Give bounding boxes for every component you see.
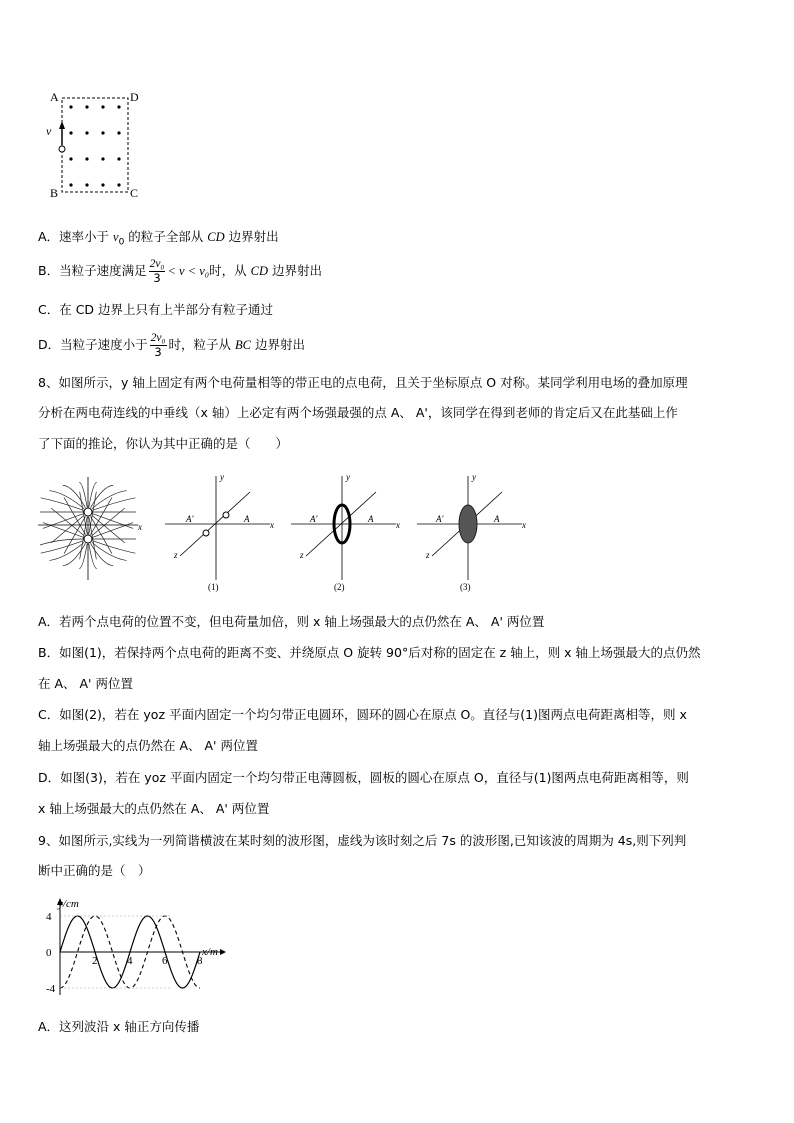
- field-dot: [69, 157, 72, 160]
- q7-d-den: 3: [154, 345, 162, 359]
- q7-a-sub: 0: [118, 237, 125, 248]
- field-dot: [85, 105, 88, 108]
- fig0-x: x: [138, 522, 142, 532]
- fig1-x: x: [270, 520, 274, 530]
- fig2-y: y: [346, 472, 350, 482]
- q7-a-cd: CD: [207, 230, 225, 244]
- fig3-A: A: [494, 514, 500, 524]
- fig2-x: x: [396, 520, 400, 530]
- q7-b-num: 2v₀: [149, 258, 165, 270]
- q8-stem-line-2: 分析在两电荷连线的中垂线（x 轴）上必定有两个场强最强的点 A、 A'，该同学在得到老师的肯定后又在此基础上作: [38, 405, 678, 420]
- q7-b-pre: B．当粒子速度满足: [38, 263, 147, 278]
- field-dot: [101, 183, 104, 186]
- axes-figure-2: [286, 472, 406, 592]
- q7-option-d: [38, 332, 305, 359]
- fig1-Ap: A': [186, 514, 194, 524]
- q7-d-pre: D．当粒子速度小于: [38, 337, 148, 352]
- q8-option-d-line-2: x 轴上场强最大的点仍然在 A、 A' 两位置: [38, 801, 270, 816]
- fig3-Ap: A': [436, 514, 444, 524]
- field-dot: [69, 183, 72, 186]
- label-B: B: [50, 186, 59, 200]
- q7-a-pre: A．速率小于: [38, 229, 114, 244]
- magnetic-field-box-figure: [40, 85, 150, 200]
- q8-option-c-line-1: C．如图(2)，若在 yoz 平面内固定一个均匀带正电圆环，圆环的圆心在原点 O。直径与(1)图两点电荷距离相等，则 x: [38, 707, 687, 722]
- q9-option-a: A．这列波沿 x 轴正方向传播: [38, 1019, 200, 1034]
- label-v: v: [46, 124, 52, 138]
- q7-b-end: 边界射出: [267, 263, 322, 278]
- field-dot: [69, 105, 72, 108]
- field-line: [49, 491, 84, 509]
- q8-stem-line-3: 了下面的推论，你认为其中正确的是（ ）: [38, 436, 289, 451]
- fig3-z: z: [426, 550, 430, 560]
- q8-option-b-line-2: 在 A、 A' 两位置: [38, 676, 133, 691]
- wave-x-tick: 4: [127, 955, 133, 967]
- field-line: [92, 542, 127, 560]
- q7-d-end: 边界射出: [250, 337, 305, 352]
- field-dot: [101, 105, 104, 108]
- field-dot: [85, 183, 88, 186]
- q7-a-end: 边界射出: [224, 229, 279, 244]
- q9-stem-line-1: 9、如图所示,实线为一列简谐横波在某时刻的波形图，虚线为该时刻之后 7s 的波形图,已知该波的周期为 4s,则下列判: [38, 833, 687, 848]
- fig3-caption: (3): [460, 582, 471, 592]
- q9-stem-line-2: 断中正确的是（ ）: [38, 863, 151, 878]
- label-A: A: [50, 90, 59, 104]
- fig2-A: A: [368, 514, 374, 524]
- field-dot: [117, 157, 120, 160]
- q8-option-c-line-2: 轴上场强最大的点仍然在 A、 A' 两位置: [38, 738, 258, 753]
- field-dot: [69, 131, 72, 134]
- q7-b-den: 3: [153, 271, 161, 285]
- field-line: [41, 498, 84, 510]
- field-line: [40, 539, 83, 545]
- q8-option-d-line-1: D．如图(3)，若在 yoz 平面内固定一个均匀带正电薄圆板，圆板的圆心在原点 O，直径与(1)图两点电荷距离相等，则: [38, 770, 689, 785]
- wave-x-tick: 8: [197, 955, 203, 967]
- q7-d-num: 2v₀: [150, 332, 166, 344]
- q8-option-b-line-1: B．如图(1)，若保持两个点电荷的距离不变、并绕原点 O 旋转 90°后对称的固定在 z 轴上，则 x 轴上场强最大的点仍然: [38, 645, 701, 660]
- field-dot: [101, 131, 104, 134]
- field-dot: [101, 157, 104, 160]
- field-dot: [85, 131, 88, 134]
- fig3-y: y: [472, 472, 476, 482]
- q7-option-a: [38, 228, 279, 252]
- fig3-x: x: [522, 520, 526, 530]
- q7-b-fraction: [149, 258, 166, 285]
- q7-d-bc: BC: [234, 338, 251, 352]
- label-D: D: [130, 90, 139, 104]
- field-dot: [85, 157, 88, 160]
- q7-a-var: v: [113, 230, 119, 244]
- wave-y-tick: -4: [46, 983, 56, 995]
- field-line: [92, 491, 127, 509]
- field-dots: [69, 105, 120, 186]
- fig2-Ap: A': [310, 514, 318, 524]
- field-lines-figure: [38, 472, 148, 584]
- q7-d-fraction: [150, 332, 167, 359]
- fig2-z: z: [300, 550, 304, 560]
- q7-option-c: C．在 CD 边界上只有上半部分有粒子通过: [38, 302, 274, 317]
- wave-xlabel: x/m: [202, 946, 218, 958]
- wave-x-tick: 6: [162, 955, 168, 967]
- wave-ylabel: y/cm: [58, 898, 79, 910]
- wave-axes: [57, 898, 226, 995]
- fig1-caption: (1): [208, 582, 219, 592]
- q8-option-a: A．若两个点电荷的位置不变，但电荷量加倍，则 x 轴上场强最大的点仍然在 A、 A' 两位置: [38, 614, 545, 629]
- field-line: [93, 541, 136, 553]
- label-C: C: [130, 186, 139, 200]
- wave-x-arrow: [220, 949, 226, 955]
- q7-b-post: 时，从: [209, 263, 251, 278]
- q7-option-b: [38, 258, 322, 285]
- field-dot: [117, 183, 120, 186]
- field-dot: [117, 131, 120, 134]
- fig1-y: y: [220, 472, 224, 482]
- q7-a-post: 的粒子全部从: [124, 229, 208, 244]
- field-dot: [117, 105, 120, 108]
- fig2-caption: (2): [334, 582, 345, 592]
- wave-y-tick: 0: [46, 947, 52, 959]
- wave-x-tick: 2: [92, 955, 98, 967]
- field-line: [49, 542, 84, 560]
- field-line: [93, 498, 136, 510]
- axes-figure-1: [160, 472, 280, 592]
- fig1-z: z: [174, 550, 178, 560]
- q7-b-cd: CD: [250, 264, 268, 278]
- field-line: [41, 541, 84, 553]
- wave-y-tick: 4: [46, 911, 52, 923]
- q7-b-mid: < v < v₀: [167, 264, 210, 278]
- q8-stem-line-1: 8、如图所示，y 轴上固定有两个电荷量相等的带正电的点电荷，且关于坐标原点 O 对称。某同学利用电场的叠加原理: [38, 375, 688, 390]
- wave-chart: [30, 895, 230, 1000]
- q7-d-post: 时，粒子从: [168, 337, 235, 352]
- axes-figure-3: [412, 472, 532, 592]
- fig1-A: A: [244, 514, 250, 524]
